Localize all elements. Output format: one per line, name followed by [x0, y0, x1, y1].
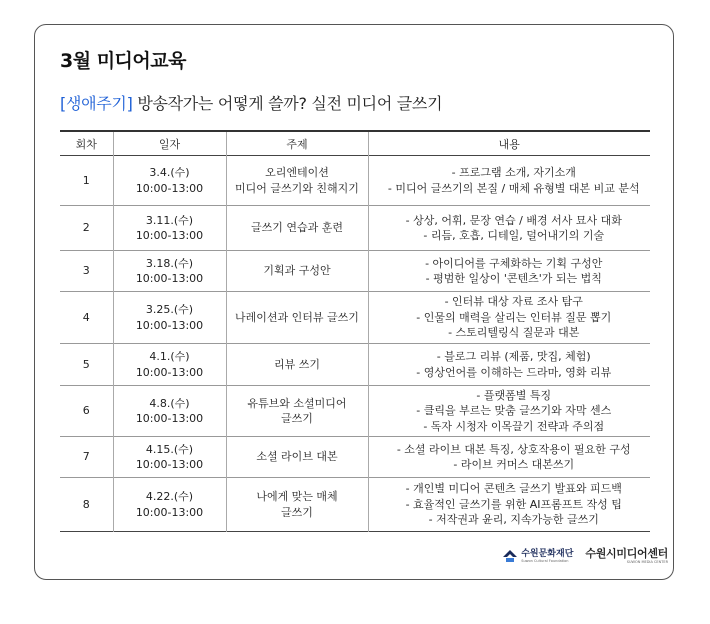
session-number: 7 — [60, 437, 113, 478]
session-date: 3.4.(수) — [149, 166, 190, 179]
session-number: 4 — [60, 292, 113, 344]
logo1-name: 수원문화재단 — [521, 548, 574, 559]
session-topic — [226, 386, 368, 437]
table-row — [60, 344, 650, 386]
session-schedule — [113, 292, 226, 344]
subtitle-text: 방송작가는 어떻게 쓸까? 실전 미디어 글쓰기 — [137, 94, 443, 113]
session-content — [368, 292, 650, 344]
suwon-cultural-foundation-logo — [503, 550, 573, 564]
session-schedule — [113, 437, 226, 478]
table-row — [60, 437, 650, 478]
session-schedule — [113, 344, 226, 386]
topic-line: 소셜 라이브 대본 — [256, 450, 338, 464]
session-content — [368, 344, 650, 386]
topic-line: 글쓰기 — [281, 505, 313, 519]
topic-line: 미디어 글쓰기와 친해지기 — [235, 181, 359, 195]
content-line: - 리듬, 호흡, 디테일, 덜어내기의 기술 — [423, 229, 605, 242]
session-date: 3.18.(수) — [145, 256, 194, 270]
session-schedule — [113, 478, 226, 532]
suwon-media-center-logo — [585, 548, 668, 565]
table-row — [60, 156, 650, 206]
content-line: - 인물의 매력을 살리는 인터뷰 질문 뽑기 — [416, 310, 612, 324]
subtitle-tag: [생애주기] — [60, 94, 133, 113]
content-line: - 블로그 리뷰 (제품, 맛집, 체험) — [436, 350, 591, 363]
table-body — [60, 156, 650, 532]
session-content — [368, 478, 650, 532]
footer-logos — [503, 548, 668, 565]
content-line: - 스토리텔링식 질문과 대본 — [448, 326, 580, 340]
content-line: - 평범한 일상이 '콘텐츠'가 되는 법칙 — [425, 272, 602, 285]
session-topic — [226, 437, 368, 478]
session-topic — [226, 344, 368, 386]
session-schedule — [113, 156, 226, 206]
foundation-emblem-icon — [503, 550, 517, 562]
session-date: 3.25.(수) — [145, 303, 194, 316]
session-time: 10:00-13:00 — [135, 272, 204, 285]
session-time: 10:00-13:00 — [135, 318, 204, 332]
session-time: 10:00-13:00 — [135, 412, 204, 425]
content-line: - 라이브 커머스 대본쓰기 — [453, 458, 575, 471]
session-number: 5 — [60, 344, 113, 386]
session-date: 4.1.(수) — [149, 350, 190, 363]
topic-line: 오리엔테이션 — [265, 166, 329, 179]
content-line: - 아이디어를 구체화하는 기획 구성안 — [425, 256, 603, 270]
program-subtitle — [60, 91, 442, 114]
table-row — [60, 386, 650, 437]
session-date: 3.11.(수) — [145, 213, 194, 227]
session-time: 10:00-13:00 — [135, 181, 204, 195]
session-number: 2 — [60, 206, 113, 251]
content-line: - 개인별 미디어 콘텐츠 글쓰기 발표와 피드백 — [405, 482, 622, 496]
session-number: 1 — [60, 156, 113, 206]
content-line: - 상상, 어휘, 문장 연습 / 배경 서사 묘사 대화 — [405, 213, 622, 227]
session-number: 8 — [60, 478, 113, 532]
logo2-name: 수원시미디어센터 — [585, 547, 668, 560]
content-line: - 효율적인 글쓰기를 위한 AI프롬프트 작성 팁 — [405, 497, 622, 511]
session-schedule — [113, 251, 226, 292]
content-line: - 영상언어를 이해하는 드라마, 영화 리뷰 — [416, 365, 612, 379]
col-header-date: 일자 — [113, 131, 226, 156]
topic-line: 글쓰기 연습과 훈련 — [250, 221, 343, 235]
col-header-content: 내용 — [498, 137, 520, 151]
content-line: - 클릭을 부르는 맞춤 글쓰기와 자막 센스 — [416, 404, 612, 418]
logo2-subtitle: SUWON MEDIA CENTER — [626, 560, 668, 564]
session-time: 10:00-13:00 — [135, 229, 204, 242]
col-header-session: 회차 — [60, 131, 113, 156]
session-number: 3 — [60, 251, 113, 292]
topic-line: 글쓰기 — [281, 412, 313, 425]
session-time: 10:00-13:00 — [135, 365, 204, 379]
session-topic — [226, 156, 368, 206]
session-date: 4.8.(수) — [149, 396, 190, 410]
session-content — [368, 386, 650, 437]
content-line: - 저작권과 윤리, 지속가능한 글쓰기 — [428, 513, 599, 527]
session-topic — [226, 251, 368, 292]
session-number: 6 — [60, 386, 113, 437]
table-row — [60, 478, 650, 532]
table-header — [60, 131, 650, 156]
content-line: - 소셜 라이브 대본 특징, 상호작용이 필요한 구성 — [396, 442, 631, 456]
topic-line: 나레이션과 인터뷰 글쓰기 — [235, 310, 359, 324]
session-content — [368, 206, 650, 251]
table-row — [60, 206, 650, 251]
session-date: 4.22.(수) — [145, 490, 194, 503]
session-schedule — [113, 206, 226, 251]
topic-line: 유튜브와 소셜미디어 — [247, 396, 347, 410]
session-date: 4.15.(수) — [145, 442, 194, 456]
content-line: - 독자 시청자 이목끌기 전략과 주의점 — [423, 419, 605, 433]
topic-line: 기획과 구성안 — [263, 264, 331, 278]
session-schedule — [113, 386, 226, 437]
col-header-topic: 주제 — [226, 131, 368, 156]
session-content — [368, 437, 650, 478]
page-title: 3월 미디어교육 — [60, 50, 186, 72]
session-content — [368, 156, 650, 206]
content-line: - 플랫폼별 특징 — [476, 388, 552, 402]
session-content — [368, 251, 650, 292]
topic-line: 리뷰 쓰기 — [273, 357, 320, 371]
table-row — [60, 251, 650, 292]
content-line: - 인터뷰 대상 자료 조사 탐구 — [444, 295, 583, 309]
content-line: - 프로그램 소개, 자기소개 — [451, 166, 576, 179]
session-topic — [226, 292, 368, 344]
session-topic — [226, 206, 368, 251]
logo1-subtitle: Suwon Cultural Foundation — [521, 558, 569, 563]
table-row — [60, 292, 650, 344]
topic-line: 나에게 맞는 매체 — [256, 490, 338, 503]
session-time: 10:00-13:00 — [135, 505, 204, 519]
session-topic — [226, 478, 368, 532]
session-time: 10:00-13:00 — [135, 458, 204, 471]
content-line: - 미디어 글쓰기의 본질 / 매체 유형별 대본 비교 분석 — [387, 181, 640, 195]
schedule-table — [60, 130, 650, 532]
